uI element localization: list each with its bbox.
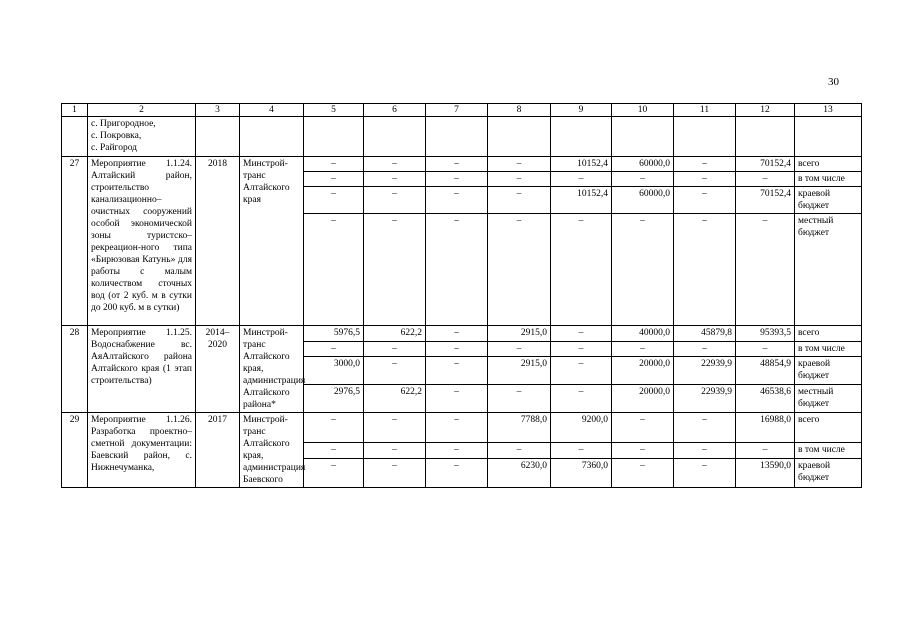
dash-cell: – (674, 214, 736, 326)
dash-cell: – (612, 172, 674, 187)
funding-source: всего (795, 413, 862, 443)
column-header: 9 (551, 104, 612, 117)
dash-cell: – (674, 459, 736, 488)
column-header: 5 (304, 104, 364, 117)
table-row (62, 326, 862, 342)
header-row (62, 104, 862, 117)
column-header: 3 (196, 104, 240, 117)
dash-cell: – (304, 459, 364, 488)
dash-cell: – (551, 443, 612, 459)
value-cell: 10152,4 (551, 157, 612, 172)
funding-source: всего (795, 326, 862, 342)
dash-cell: – (488, 341, 551, 357)
value-cell: 70152,4 (736, 187, 795, 214)
value-cell: 10152,4 (551, 187, 612, 214)
funding-source: краевой бюджет (795, 459, 862, 488)
row-description: Мероприятие 1.1.25. Водоснабжение вс. АяАлтайского района Алтайского края (1 этап строительства) (88, 326, 196, 413)
dash-cell: – (551, 385, 612, 413)
row-year: 2014–2020 (196, 326, 240, 413)
cell (240, 117, 304, 157)
value-cell: 70152,4 (736, 157, 795, 172)
value-cell: 2915,0 (488, 326, 551, 342)
cell (426, 117, 488, 157)
row-number: 29 (62, 413, 88, 488)
dash-cell: – (674, 413, 736, 443)
dash-cell: – (674, 341, 736, 357)
column-header: 4 (240, 104, 304, 117)
cell (196, 117, 240, 157)
value-cell: 13590,0 (736, 459, 795, 488)
row-year: 2018 (196, 157, 240, 326)
value-cell: 20000,0 (612, 385, 674, 413)
row-executor: Минстрой-транс Алтайского края, администрация Баевского (240, 413, 304, 488)
row-description: Мероприятие 1.1.24. Алтайский район, строительство канализационно–очистных сооружений особой экономической зоны туристско–рекреацион-ного типа «Бирюзовая Катунь» для работы с малым количеством сточных вод (от 2 куб. м в сутки до 200 куб. м в сутки) (88, 157, 196, 326)
dash-cell: – (736, 214, 795, 326)
cell (795, 117, 862, 157)
dash-cell: – (736, 443, 795, 459)
dash-cell: – (426, 172, 488, 187)
dash-cell: – (612, 214, 674, 326)
dash-cell: – (364, 187, 426, 214)
value-cell: 7360,0 (551, 459, 612, 488)
dash-cell: – (426, 326, 488, 342)
dash-cell: – (304, 413, 364, 443)
value-cell: 7788,0 (488, 413, 551, 443)
dash-cell: – (551, 326, 612, 342)
dash-cell: – (304, 341, 364, 357)
dash-cell: – (364, 357, 426, 385)
value-cell: 20000,0 (612, 357, 674, 385)
dash-cell: – (426, 443, 488, 459)
row-description: Мероприятие 1.1.26. Разработка проектно–сметной документации: Баевский район, с. Нижнечуманка, (88, 413, 196, 488)
dash-cell: – (674, 443, 736, 459)
funding-source: в том числе (795, 172, 862, 187)
value-cell: 40000,0 (612, 326, 674, 342)
value-cell: 22939,9 (674, 385, 736, 413)
value-cell: 6230,0 (488, 459, 551, 488)
cell (736, 117, 795, 157)
funding-source: в том числе (795, 341, 862, 357)
dash-cell: – (612, 443, 674, 459)
funding-source: всего (795, 157, 862, 172)
dash-cell: – (736, 341, 795, 357)
dash-cell: – (426, 214, 488, 326)
dash-cell: – (304, 157, 364, 172)
value-cell: 5976,5 (304, 326, 364, 342)
dash-cell: – (612, 341, 674, 357)
column-header: 10 (612, 104, 674, 117)
cell (364, 117, 426, 157)
dash-cell: – (551, 357, 612, 385)
dash-cell: – (736, 172, 795, 187)
value-cell: 95393,5 (736, 326, 795, 342)
dash-cell: – (364, 413, 426, 443)
dash-cell: – (488, 172, 551, 187)
dash-cell: – (426, 385, 488, 413)
dash-cell: – (426, 357, 488, 385)
value-cell: 9200,0 (551, 413, 612, 443)
program-table (61, 103, 862, 488)
dash-cell: – (551, 172, 612, 187)
cell (62, 117, 88, 157)
dash-cell: – (426, 157, 488, 172)
value-cell: 622,2 (364, 385, 426, 413)
dash-cell: – (488, 385, 551, 413)
dash-cell: – (612, 459, 674, 488)
cell (304, 117, 364, 157)
value-cell: 46538,6 (736, 385, 795, 413)
cell (551, 117, 612, 157)
row-executor: Минстрой-транс Алтайского края (240, 157, 304, 326)
dash-cell: – (674, 187, 736, 214)
dash-cell: – (426, 459, 488, 488)
dash-cell: – (426, 187, 488, 214)
dash-cell: – (426, 413, 488, 443)
funding-source: в том числе (795, 443, 862, 459)
row-year: 2017 (196, 413, 240, 488)
dash-cell: – (674, 172, 736, 187)
dash-cell: – (551, 341, 612, 357)
dash-cell: – (364, 172, 426, 187)
dash-cell: – (674, 157, 736, 172)
table-row (62, 117, 862, 157)
dash-cell: – (364, 443, 426, 459)
dash-cell: – (612, 413, 674, 443)
row-executor: Минстрой-транс Алтайского края, администрация Алтайского района* (240, 326, 304, 413)
column-header: 1 (62, 104, 88, 117)
dash-cell: – (488, 187, 551, 214)
value-cell: 60000,0 (612, 157, 674, 172)
cell (674, 117, 736, 157)
page-number: 30 (828, 76, 839, 88)
cell (612, 117, 674, 157)
dash-cell: – (488, 157, 551, 172)
dash-cell: – (364, 214, 426, 326)
column-header: 11 (674, 104, 736, 117)
value-cell: 622,2 (364, 326, 426, 342)
dash-cell: – (364, 157, 426, 172)
value-cell: 2915,0 (488, 357, 551, 385)
dash-cell: – (364, 459, 426, 488)
funding-source: краевой бюджет (795, 187, 862, 214)
dash-cell: – (551, 214, 612, 326)
dash-cell: – (304, 214, 364, 326)
table-row (62, 157, 862, 172)
dash-cell: – (426, 341, 488, 357)
value-cell: 16988,0 (736, 413, 795, 443)
column-header: 2 (88, 104, 196, 117)
value-cell: 45879,8 (674, 326, 736, 342)
dash-cell: – (488, 443, 551, 459)
value-cell: 3000,0 (304, 357, 364, 385)
funding-source: краевой бюджет (795, 357, 862, 385)
dash-cell: – (304, 443, 364, 459)
value-cell: 60000,0 (612, 187, 674, 214)
column-header: 13 (795, 104, 862, 117)
value-cell: 22939,9 (674, 357, 736, 385)
row-number: 28 (62, 326, 88, 413)
column-header: 12 (736, 104, 795, 117)
value-cell: 2976,5 (304, 385, 364, 413)
row-description: с. Пригородное, с. Покровка, с. Райгород (88, 117, 196, 157)
cell (488, 117, 551, 157)
column-header: 6 (364, 104, 426, 117)
dash-cell: – (488, 214, 551, 326)
funding-source: местный бюджет (795, 214, 862, 326)
value-cell: 48854,9 (736, 357, 795, 385)
funding-source: местный бюджет (795, 385, 862, 413)
table-row (62, 413, 862, 443)
column-header: 7 (426, 104, 488, 117)
dash-cell: – (304, 172, 364, 187)
dash-cell: – (364, 341, 426, 357)
row-number: 27 (62, 157, 88, 326)
column-header: 8 (488, 104, 551, 117)
dash-cell: – (304, 187, 364, 214)
